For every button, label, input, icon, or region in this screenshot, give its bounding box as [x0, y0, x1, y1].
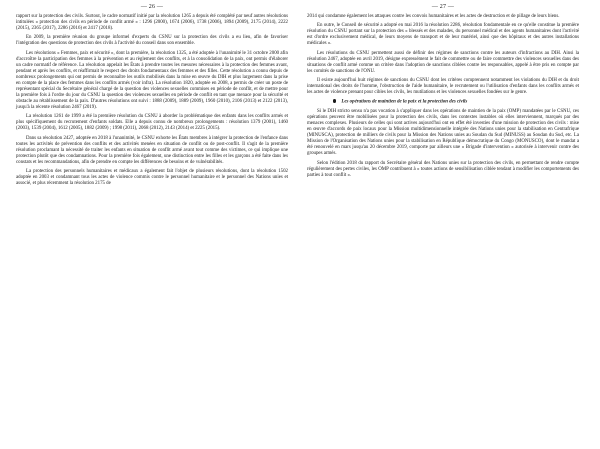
page-number: — 26 —	[140, 4, 164, 10]
paragraph: rapport sur la protection des civils. Surtout, le cadre normatif initié par la résolution 1265 a depuis été complété par neuf autres résolutions intitulées « protection des civils en période de conflit armé » : 1296 (2000), 1674 (2006), 1738 (2006), 1894 (2009), 2175 (2014), 2222 (2015), 2365 (2017), 2286 (2016) et 2417 (2018).	[16, 14, 288, 32]
page-right	[307, 3, 579, 182]
paragraph: La résolution 1261 de 1999 a été la première résolution du CSNU à aborder la problématique des enfants dans les conflits armés et plus spécifiquement du recrutement d'enfants soldats. Elle a depuis connu de nombreux prolongements : résolution 1379 (2001), 1460 (2003), 1539 (2004), 1612 (2005), 1882 (2009) ; 1998 (2011), 2068 (2012), 2143 (2014) et 2225 (2015).	[16, 114, 288, 132]
paragraph: Si le DIH stricto sensu n'a pas vocation à s'appliquer dans les opérations de maintien de la paix (OMP) mandatées par le CSNU, ces opérations peuvent être mobilisées pour la protection des civils, dans les contextes instables où elles interviennent, marqués par des menaces complexes. Plusieurs de celles qui sont actives aujourd'hui ont en effet été investies d'une mission de protection des civils : mise en œuvre d'accords de paix locaux pour la Mission multidimensionnelle intégrée des Nations unies pour la stabilisation en Centrafrique (MINUSCA), protection de milliers de civils pour la Mission des Nations unies au Soudan du Sud (MINUSS) au Soudan du Sud, etc. La Mission de l'Organisation des Nations unies pour la stabilisation en République démocratique du Congo (MONUSCO), dont le mandat a été renouvelé en mars jusqu'au 20 décembre 2019, comporte par ailleurs une « Brigade d'intervention » autorisée à intervenir contre des groupes armés.	[307, 109, 579, 157]
page-number: — 27 —	[431, 4, 455, 10]
paragraph: La protection des personnels humanitaires et médicaux a également fait l'objet de plusieurs résolutions, dont la résolution 1502 adoptée en 2003 et condamnant tous les actes de violence commis contre le personnel humanitaire et le personnel des Nations unies et associé, et plus récemment la résolution 2175 de	[16, 169, 288, 187]
paragraph: Il existe aujourd'hui huit régimes de sanctions du CSNU dont les critères comprennent notamment les violations du DIH et du droit international des droits de l'homme, l'obstruction de l'aide humanitaire, le recrutement ou l'utilisation d'enfants dans les conflits armés et les actes de violence prenant pour cibles les civils, les mutilations et les violences sexuelles fondées sur le genre.	[307, 77, 579, 96]
paragraph: En outre, le Conseil de sécurité a adopté en mai 2016 la résolution 2286, résolution fondamentale en ce qu'elle constitue la première résolution du CSNU portant sur la protection des « blessés et des malades, du personnel médical et des agents humanitaires dont l'activité est d'ordre exclusivement médical, de leurs moyens de transport et de leur matériel, ainsi que des hôpitaux et des autres installations médicales ».	[307, 23, 579, 47]
paragraph: Les résolutions du CSNU permettent aussi de définir des régimes de sanctions contre les auteurs d'infractions au DIH. Ainsi la résolution 2467, adoptée en avril 2019, désigne expressément le fait de commettre ou de faire commettre des violences sexuelles dans des situations de conflit armé comme un critère dans l'adoption de sanctions ciblées contre les responsables, appelé à être pris en compte par les comités de sanctions de l'ONU.	[307, 50, 579, 74]
paragraph: En 2009, la première réunion du groupe informel d'experts du CSNU sur la protection des civils a eu lieu, afin de favoriser l'intégration des questions de protection des civils à l'activité du conseil dans son ensemble.	[16, 35, 288, 47]
page-left	[16, 3, 288, 190]
section-heading	[307, 99, 579, 106]
bullet-icon	[333, 99, 336, 102]
paragraph: Dans sa résolution 2427, adoptée en 2018 à l'unanimité, le CSNU exhorte les États membres à intégrer la protection de l'enfance dans toutes les activités de prévention des conflits et des activités menées en situation de conflit ou de post-conflit. Il s'agit de la première résolution proclamant la nécessité de traiter les enfants en situation de conflit armé avant tout comme des victimes, ce qui implique une protection plutôt que des condamnations. Pour la première fois également, une distinction entre les filles et les garçons a été faite dans les constats et les recommandations, afin de prendre en compte les différences de besoins et de vulnérabilités.	[16, 135, 288, 165]
section-heading-text: Les opérations de maintien de la paix et la protection des civils	[341, 99, 468, 105]
paragraph: 2014 qui condamne également les attaques contre les convois humanitaires et les actes de destruction et de pillage de leurs biens.	[307, 14, 560, 19]
paragraph: Selon l'édition 2018 du rapport du Secrétaire général des Nations unies sur la protection des civils, en permettant de rendre compte régulièrement des pertes civiles, les OMP contribuent à « toutes actions de sensibilisation ciblée tendant à modifier les comportements des parties à tout conflit ».	[307, 160, 579, 178]
paragraph: Les résolutions « Femmes, paix et sécurité », dont la première, la résolution 1325, a été adoptée à l'unanimité le 31 octobre 2000 afin d'accroître la participation des femmes à la prévention et au règlement des conflits, et à la consolidation de la paix, ont permis d'élaborer un cadre normatif de référence. La résolution appelait les États à prendre toutes les mesures nécessaires à la protection des femmes avant, pendant et après les conflits, et réaffirmait le respect des droits fondamentaux des femmes et des filles. Cette résolution a connu depuis de nombreux prolongements qui ont permis de reconnaître les outils mobilisés dans la mise en œuvre du DIH et plus largement dans la prise en compte de la place des femmes dans les conflits armés (voir infra). La résolution 1820, adoptée en 2008, a permis de créer un poste de représentant spécial du Secrétaire général chargé de la question des violences sexuelles commises en période de conflit, et de mettre pour la première fois à l'ordre du jour du CSNU la question des violences sexuelles en période de conflit en tant que menace pour la sécurité et obstacle au rétablissement de la paix. D'autres résolutions ont suivi : 1888 (2009), 1889 (2009), 1960 (2010), 2106 (2013) et 2122 (2013), jusqu'à la récente résolution 2467 (2019).	[16, 50, 288, 111]
